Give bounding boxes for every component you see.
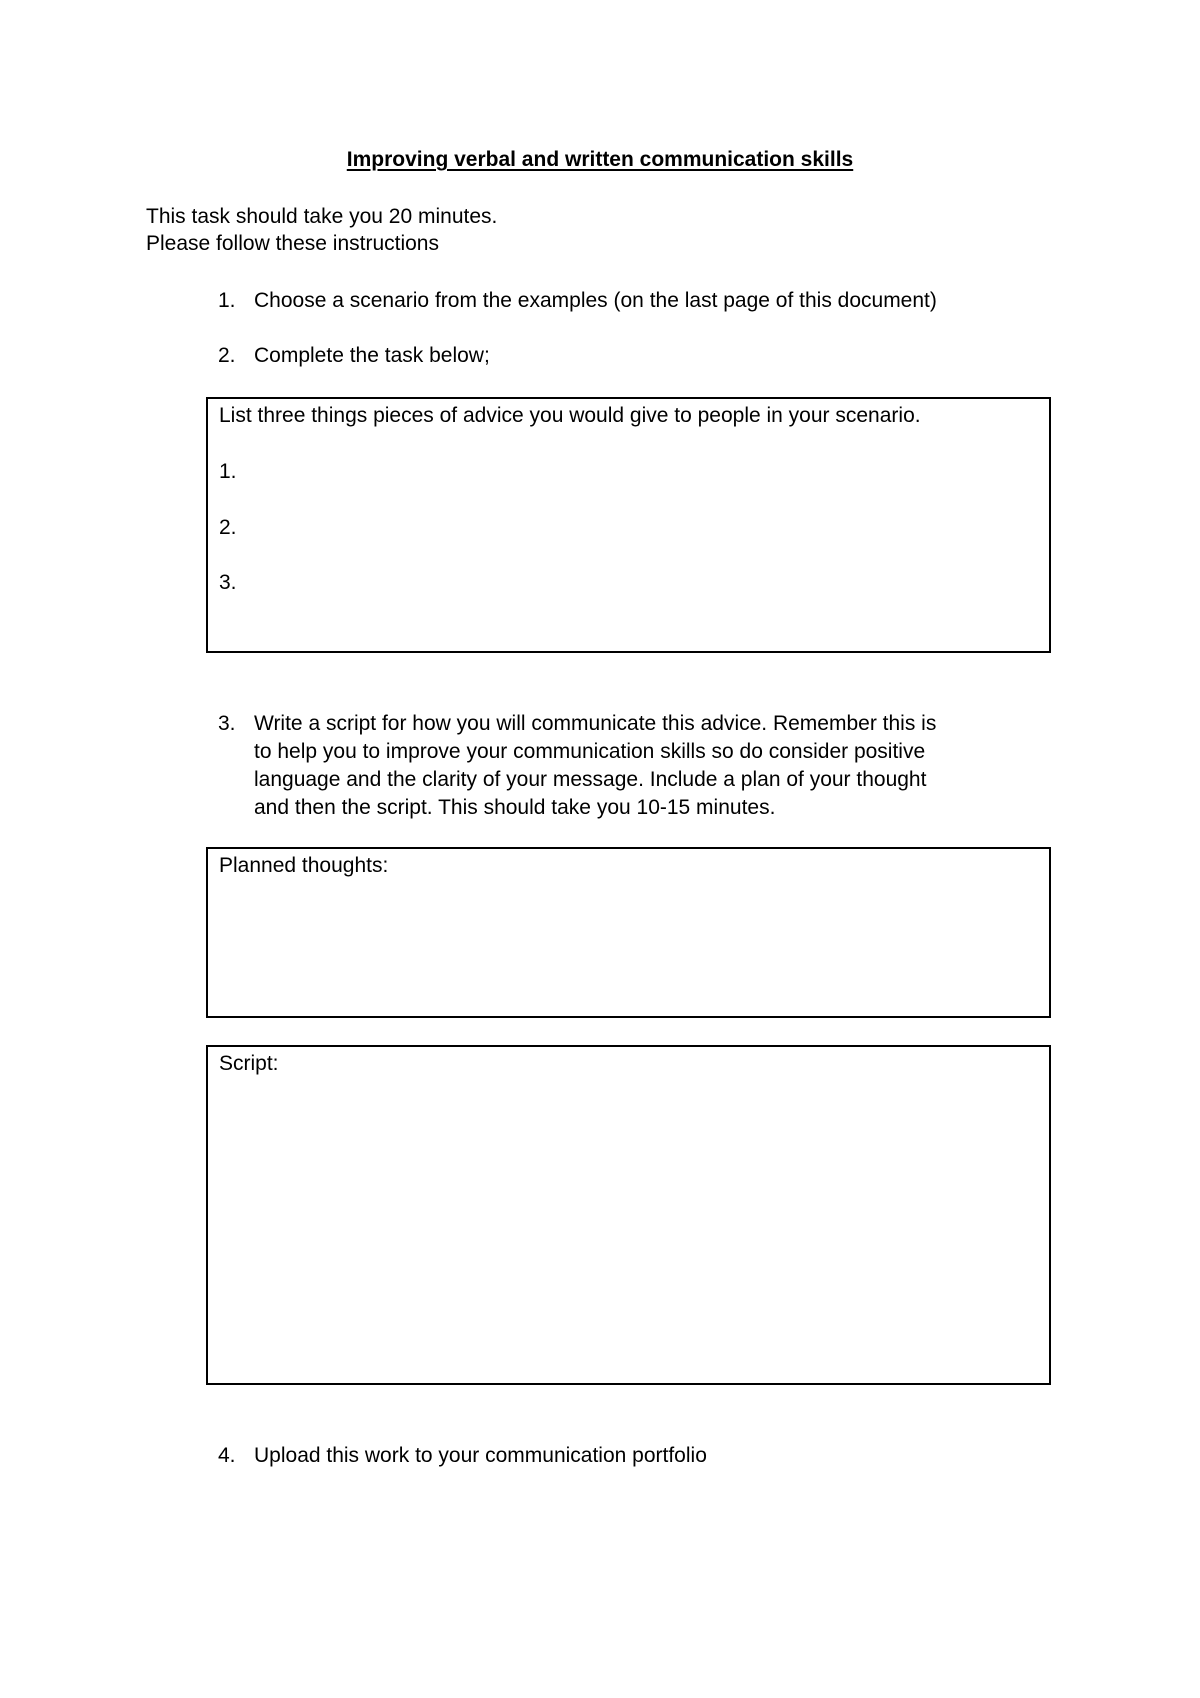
step-3-number: 3. <box>218 712 236 735</box>
step-2-number: 2. <box>218 344 236 367</box>
step-3-text-line-3: language and the clarity of your message. Include a plan of your thought <box>254 768 927 791</box>
planned-thoughts-box[interactable] <box>206 847 1051 1018</box>
advice-box[interactable] <box>206 397 1051 653</box>
script-label: Script: <box>219 1052 279 1075</box>
advice-slot-3: 3. <box>219 571 237 594</box>
planned-thoughts-label: Planned thoughts: <box>219 854 389 877</box>
script-box[interactable] <box>206 1045 1051 1385</box>
step-3-text-line-1: Write a script for how you will communicate this advice. Remember this is <box>254 712 937 735</box>
step-4-text: Upload this work to your communication portfolio <box>254 1444 707 1467</box>
intro-duration: This task should take you 20 minutes. <box>146 205 498 228</box>
step-4-number: 4. <box>218 1444 236 1467</box>
step-1-number: 1. <box>218 289 236 312</box>
advice-slot-2: 2. <box>219 516 237 539</box>
intro-instructions: Please follow these instructions <box>146 232 439 255</box>
page-title: Improving verbal and written communication skills <box>346 148 854 171</box>
step-2-text: Complete the task below; <box>254 344 490 367</box>
advice-prompt: List three things pieces of advice you would give to people in your scenario. <box>219 404 921 427</box>
step-1-text: Choose a scenario from the examples (on the last page of this document) <box>254 289 937 312</box>
step-3-text-line-4: and then the script. This should take you 10-15 minutes. <box>254 796 776 819</box>
advice-slot-1: 1. <box>219 460 237 483</box>
step-3-text-line-2: to help you to improve your communication skills so do consider positive <box>254 740 926 763</box>
